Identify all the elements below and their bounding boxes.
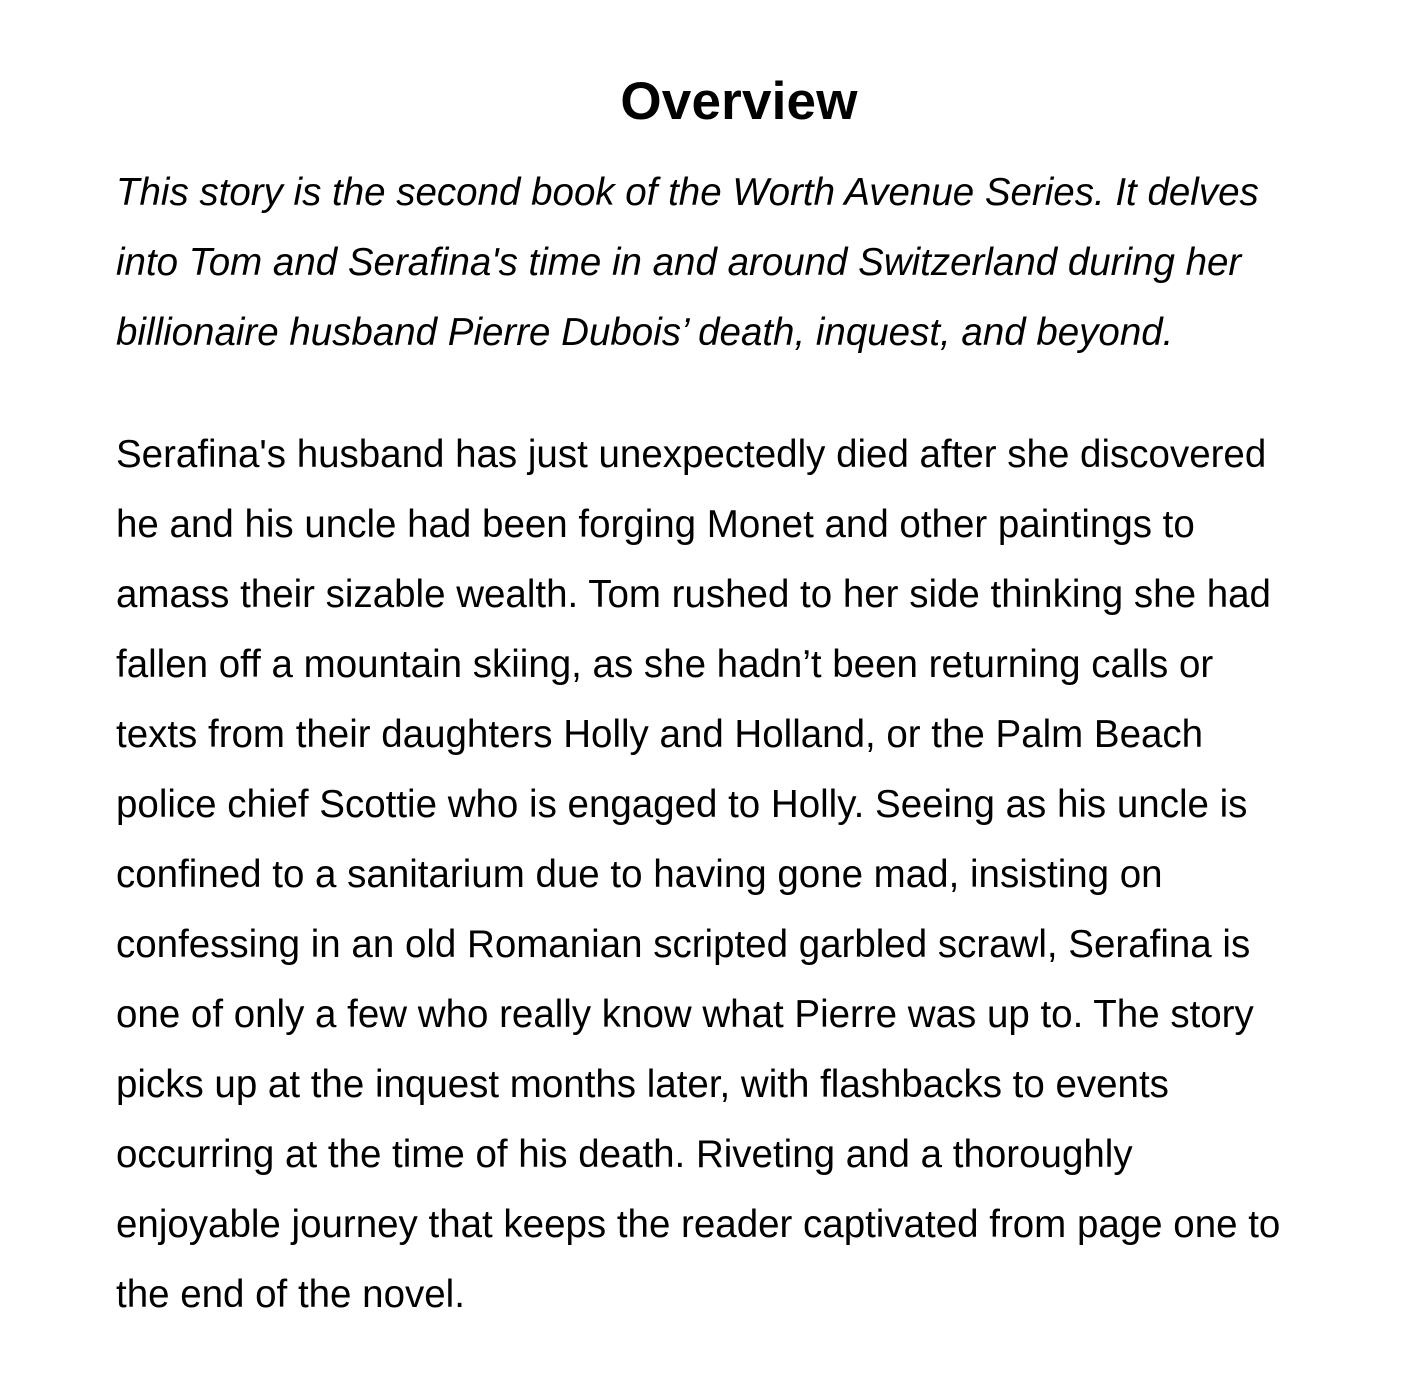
body-line: enjoyable journey that keeps the reader captivated from page one to [116, 1203, 1281, 1246]
body-line: picks up at the inquest months later, with flashbacks to events [116, 1063, 1169, 1106]
body-line: amass their sizable wealth. Tom rushed to her side thinking she had [116, 573, 1271, 616]
page-title: Overview [620, 72, 858, 131]
intro-line: billionaire husband Pierre Dubois’ death, inquest, and beyond. [116, 311, 1174, 354]
body-line: Serafina's husband has just unexpectedly died after she discovered [116, 433, 1267, 476]
body-line: one of only a few who really know what Pierre was up to. The story [116, 993, 1254, 1036]
body-line: police chief Scottie who is engaged to Holly. Seeing as his uncle is [116, 783, 1248, 826]
body-line: confined to a sanitarium due to having gone mad, insisting on [116, 853, 1163, 896]
body-line: the end of the novel. [116, 1273, 465, 1316]
body-paragraph [116, 420, 1356, 1330]
intro-paragraph [116, 158, 1356, 368]
body-line: texts from their daughters Holly and Holland, or the Palm Beach [116, 713, 1204, 756]
body-line: confessing in an old Romanian scripted garbled scrawl, Serafina is [116, 923, 1251, 966]
intro-line: This story is the second book of the Worth Avenue Series. It delves [116, 171, 1259, 214]
body-line: fallen off a mountain skiing, as she hadn’t been returning calls or [116, 643, 1214, 686]
body-line: he and his uncle had been forging Monet and other paintings to [116, 503, 1195, 546]
intro-line: into Tom and Serafina's time in and around Switzerland during her [116, 241, 1242, 284]
body-line: occurring at the time of his death. Riveting and a thoroughly [116, 1133, 1133, 1176]
